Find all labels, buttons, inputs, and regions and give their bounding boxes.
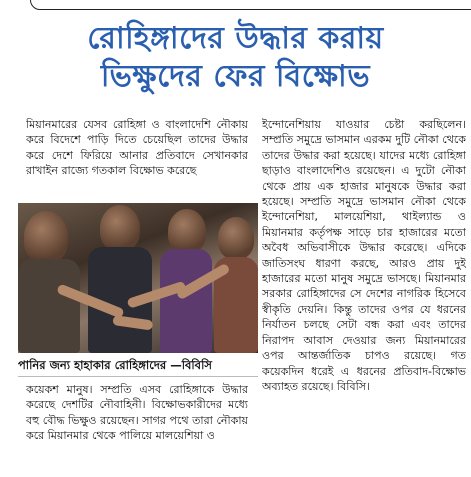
article-column-left-bottom [26, 382, 248, 474]
clipping-border [30, 0, 471, 10]
photo-figure-body [18, 259, 80, 353]
photo-figure [218, 217, 254, 259]
caption-divider [18, 376, 258, 377]
photo-caption: পানির জন্য হাহাকার রোহিঙ্গাদের —বিবিসি [18, 358, 212, 372]
article-paragraph: মিয়ানমারের যেসব রোহিঙ্গা ও বাংলাদেশি নৌকায় করে বিদেশে পাড়ি দিতে চেয়েছিল তাদের উদ্ধার করে দেশে ফিরিয়ে আনার প্রতিবাদে সেখানকার রাখাইন রাজ্যে গতকাল বিক্ষোভ করেছে [26, 118, 248, 178]
headline-line-1: রোহিঙ্গাদের উদ্ধার করায় [87, 21, 384, 56]
photo-figure [24, 211, 68, 263]
photo-figure-body [160, 249, 212, 353]
article-paragraph: ইন্দোনেশিয়ায় যাওয়ার চেষ্টা করছিলেন। সম্প্রতি সমুদ্রে ভাসমান এরকম দুটি নৌকা থেকে তাদের উদ্ধার করা হয়েছে। যাদের মধ্যে রোহিঙ্গা ছাড়াও বাংলাদেশিও রয়েছেন। এ দুটো নৌকা থেকে প্রায় এক হাজার মানুষকে উদ্ধার করা হয়েছে। সম্প্রতি সমুদ্রে ভাসমান নৌকা থেকে ইন্দোনেশিয়া, মালয়েশিয়া, থাইল্যান্ড ও মিয়ানমার কর্তৃপক্ষ সাড়ে চার হাজারের মতো অবৈধ অভিবাসীকে উদ্ধার করেছে। এদিকে জাতিসংঘ ধারণা করছে, আরও প্রায় দুই হাজারের মতো মানুষ সমুদ্রে ভাসছে। মিয়ানমার সরকার রোহিঙ্গাদের সে দেশের নাগরিক হিসেবে স্বীকৃতি দেয়নি। কিন্তু তাদের ওপর যে ধরনের নির্যাতন চলছে সেটা বন্ধ করা এবং তাদের নিরাপদ আবাস দেওয়ার জন্য মিয়ানমারের ওপর আন্তর্জাতিক চাপও রয়েছে। গত কয়েকদিন ধরেই এ ধরনের প্রতিবাদ-বিক্ষোভ অব্যাহত রয়েছে। বিবিসি। [262, 118, 466, 393]
article-column-right [262, 117, 466, 473]
headline-line-2: ভিক্ষুদের ফের বিক্ষোভ [100, 59, 371, 94]
news-photo [18, 203, 258, 353]
photo-figure [168, 209, 206, 253]
photo-figure [100, 205, 140, 251]
article-column-left-top [26, 117, 248, 195]
article-paragraph: কয়েকশ মানুষ। সম্প্রতি এসব রোহিঙ্গাকে উদ্ধার করেছে দেশটির নৌবাহিনী। বিক্ষোভকারীদের মধ্যে বহু বৌদ্ধ ভিক্ষুও রয়েছেন। সাগর পথে তারা নৌকায় করে মিয়ানমার থেকে পালিয়ে মালয়েশিয়া ও [26, 383, 248, 443]
